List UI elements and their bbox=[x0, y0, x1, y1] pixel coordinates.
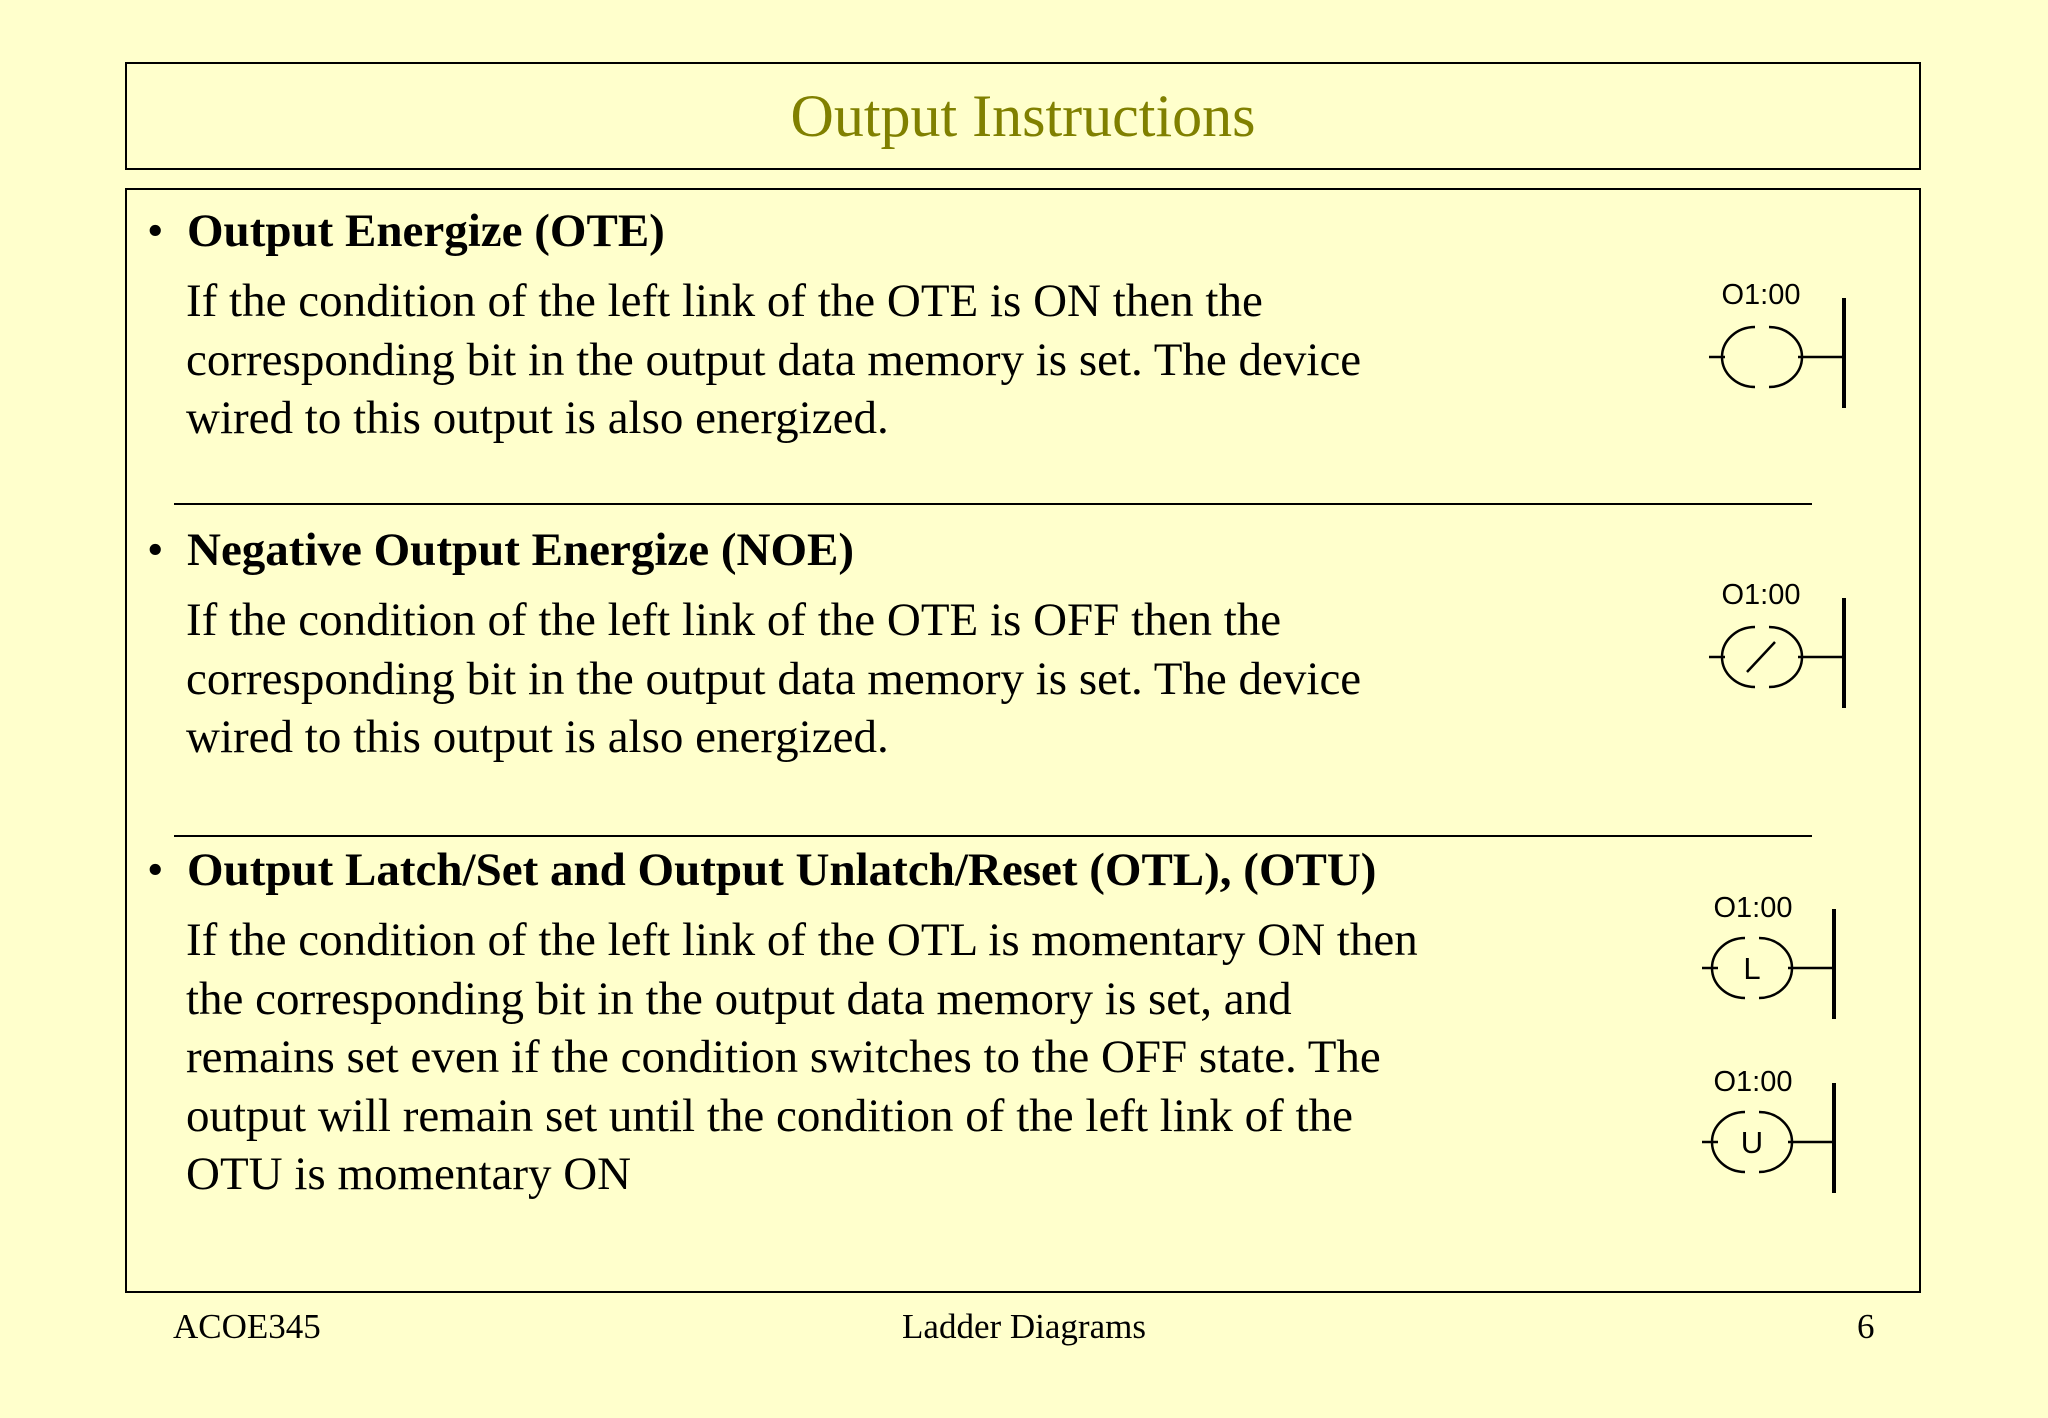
coil-letter: L bbox=[1743, 951, 1761, 986]
item-description bbox=[186, 272, 1361, 448]
description-line: the corresponding bit in the output data memory is set, and bbox=[186, 972, 1292, 1025]
description-line: remains set even if the condition switches to the OFF state. The bbox=[186, 1031, 1381, 1083]
description-line: If the condition of the left link of the OTE is ON then the bbox=[186, 275, 1263, 327]
divider bbox=[174, 503, 1812, 505]
bullet: • bbox=[147, 844, 164, 896]
coil-negated-output-icon bbox=[1697, 580, 1857, 715]
description-line: wired to this output is also energized. bbox=[186, 711, 889, 763]
slide-title: Output Instructions bbox=[790, 83, 1256, 149]
description-line: wired to this output is also energized. bbox=[186, 392, 889, 444]
description-line: OTU is momentary ON bbox=[186, 1148, 632, 1200]
coil-unlatch-icon bbox=[1692, 1067, 1852, 1202]
description-line: If the condition of the left link of the OTL is momentary ON then bbox=[186, 914, 1418, 966]
title-box bbox=[125, 62, 1921, 170]
item-heading: • Output Latch/Set and Output Unlatch/Reset (OTL), (OTU) bbox=[147, 841, 1376, 899]
coil-output-icon bbox=[1697, 280, 1857, 415]
item-description bbox=[186, 911, 1418, 1204]
item-description bbox=[186, 591, 1361, 767]
item-heading: • Output Energize (OTE) bbox=[147, 202, 665, 260]
symbol-label: O1:00 bbox=[1721, 580, 1801, 611]
bullet: • bbox=[147, 205, 164, 257]
description-line: output will remain set until the condition of the left link of the bbox=[186, 1089, 1353, 1142]
footer-topic: Ladder Diagrams bbox=[902, 1307, 1146, 1346]
coil-latch-icon bbox=[1692, 893, 1852, 1028]
divider bbox=[174, 835, 1812, 837]
description-line: corresponding bit in the output data memory is set. The device bbox=[186, 652, 1362, 705]
item-heading: • Negative Output Energize (NOE) bbox=[147, 521, 854, 579]
symbol-label: O1:00 bbox=[1713, 1067, 1793, 1098]
symbol-label: O1:00 bbox=[1713, 893, 1793, 924]
symbol-label: O1:00 bbox=[1721, 280, 1801, 311]
coil-letter: U bbox=[1740, 1125, 1764, 1160]
footer-course-code: ACOE345 bbox=[173, 1307, 321, 1346]
content-box bbox=[125, 188, 1921, 1293]
footer-page-number: 6 bbox=[1857, 1307, 1875, 1346]
bullet: • bbox=[147, 524, 164, 576]
description-line: corresponding bit in the output data memory is set. The device bbox=[186, 333, 1362, 386]
description-line: If the condition of the left link of the OTE is OFF then the bbox=[186, 594, 1282, 646]
